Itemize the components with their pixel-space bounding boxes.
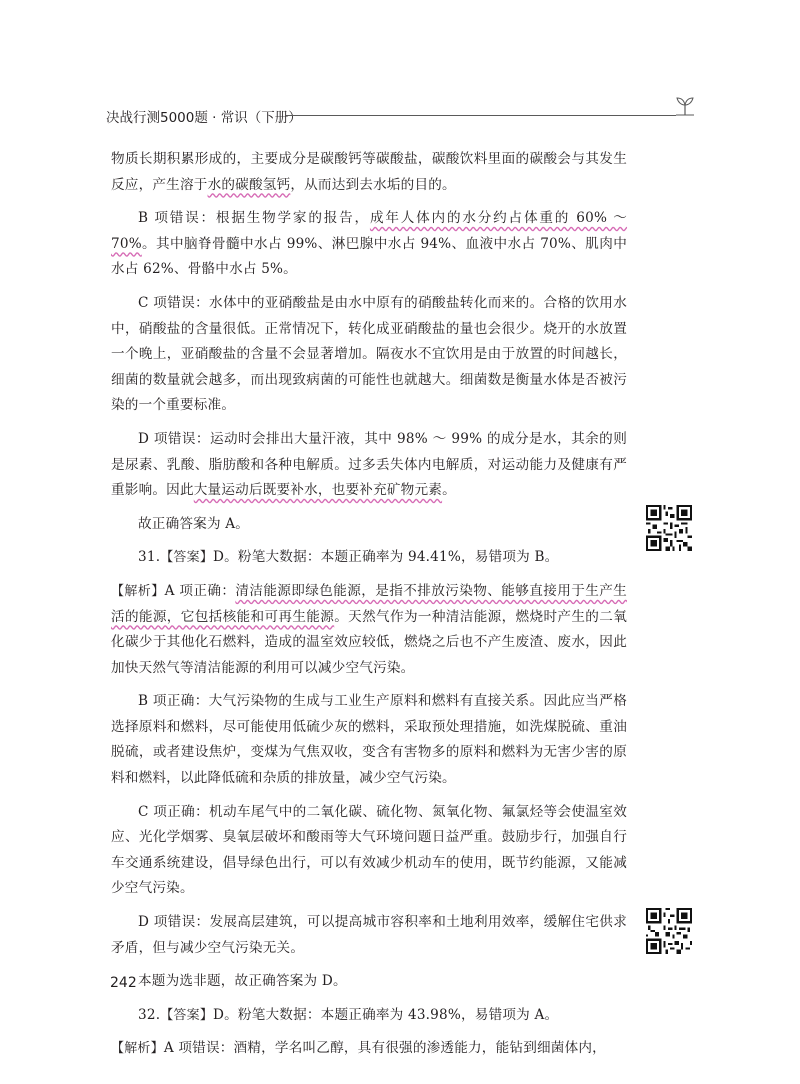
paragraph-option-b: B 项正确：大气污染物的生成与工业生产原料和燃料有直接关系。因此应当严格选择原料和燃料，尽可能使用低硫少灰的燃料，采取预处理措施，如洗煤脱硫、重油脱硫，或者建设焦炉，变煤为气焦双收，变含有害物多的原料和燃料为无害少害的原料和燃料，以此降低硫和杂质的排放量，减少空气污染。 [111,693,627,787]
answer-conclusion: 故正确答案为 A。 [138,515,250,532]
paragraph-option-c: C 项错误：水体中的亚硝酸盐是由水中原有的硝酸盐转化而来的。合格的饮用水中，硝酸盐的含量很低。正常情况下，转化成亚硝酸盐的量也会很少。烧开的水放置一个晚上，亚硝酸盐的含量不会显著增加。隔夜水不宜饮用是由于放置的时间越长，细菌的数量就会越多，而出现致病菌的可能性也就越大。细菌数是衡量水体是否被污染的一个重要标准。 [111,294,627,414]
body-text [111,147,627,1062]
qr-code-icon[interactable] [646,908,692,954]
underlined-phrase: 水的碳酸氢钙 [207,176,291,193]
question-31-answer: 31.【答案】D。粉笔大数据：本题正确率为 94.41%，易错项为 B。 [138,549,559,566]
analysis-label: 【解析】 [111,583,165,599]
sprout-icon [672,96,698,118]
running-header [106,104,698,132]
underlined-phrase: 大量运动后既要补水，也要补充矿物元素 [193,482,443,499]
answer-label: 【答案】 [160,550,214,566]
paragraph-option-d: D 项错误：运动时会排出大量汗液，其中 98% ～ 99% 的成分是水，其余的则是尿素、乳酸、脂肪酸和各种电解质。过多丢失体内电解质，对运动能力及健康有严重影响。因此大量运动后既要补水，也要补充矿物元素。 [111,430,627,499]
header-title: 决战行测5000题 · 常识（下册） [106,110,302,126]
question-32-answer: 32.【答案】D。粉笔大数据：本题正确率为 43.98%，易错项为 A。 [138,1006,559,1023]
underlined-phrase: 清洁能源即绿色能源，是指不排放污染物、能够直接用于生产生活的能源，它包括核能和可再生能源 [111,582,627,625]
qr-code-icon[interactable] [646,505,692,551]
paragraph-option-c: C 项正确：机动车尾气中的二氧化碳、硫化物、氮氧化物、氟氯烃等会使温室效应、光化学烟雾、臭氧层破坏和酸雨等大气环境问题日益严重。鼓励步行，加强自行车交通系统建设，倡导绿色出行，可以有效减少机动车的使用，既节约能源，又能减少空气污染。 [111,803,627,897]
underlined-phrase: 成年人体内的水分约占体重的 60% ～ 70% [111,210,628,252]
question-32-analysis: 【解析】A 项错误：酒精，学名叫乙醇，具有很强的渗透能力，能钻到细菌体内， [111,1040,606,1057]
page-number: 242 [110,975,137,991]
question-31-analysis: 【解析】A 项正确：清洁能源即绿色能源，是指不排放污染物、能够直接用于生产生活的能源，它包括核能和可再生能源。天然气作为一种清洁能源，燃烧时产生的二氧化碳少于其他化石燃料，造成的温室效应较低，燃烧之后也不产生废渣、废水，因此加快天然气等清洁能源的利用可以减少空气污染。 [111,582,627,676]
paragraph: 物质长期积累形成的，主要成分是碳酸钙等碳酸盐，碳酸饮料里面的碳酸会与其发生反应，产生溶于水的碳酸氢钙，从而达到去水垢的目的。 [111,151,627,193]
paragraph-option-b: B 项错误：根据生物学家的报告，成年人体内的水分约占体重的 60% ～ 70%。其中脑脊骨髓中水占 99%、淋巴腺中水占 94%、血液中水占 70%、肌肉中水占 62%、骨骼中水占 5%。 [111,210,628,278]
header-rule [286,115,676,116]
answer-label: 【答案】 [160,1007,214,1023]
paragraph-option-d: D 项错误：发展高层建筑，可以提高城市容积率和土地利用效率，缓解住宅供求矛盾，但与减少空气污染无关。 [111,914,627,956]
analysis-label: 【解析】 [111,1041,164,1057]
answer-conclusion: 本题为选非题，故正确答案为 D。 [138,973,347,990]
